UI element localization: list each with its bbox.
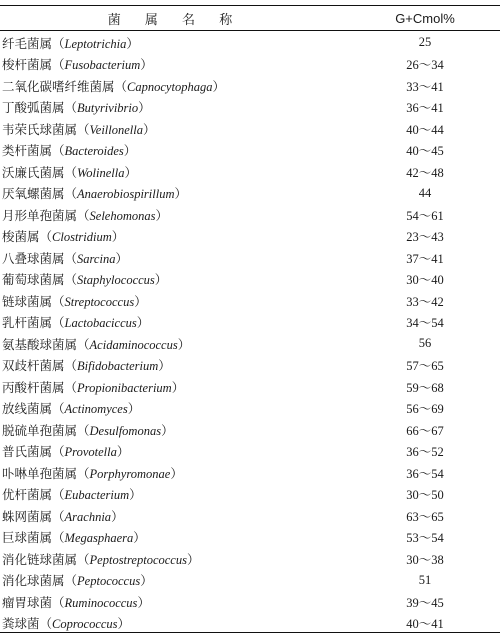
gc-value-cell: 25 [418, 35, 432, 50]
genus-name-cell: 优杆菌属（Eubacterium） [2, 487, 142, 503]
genus-name-cell: 丁酸弧菌属（Butyrivibrio） [2, 100, 151, 116]
genus-latin-name: Sarcina [77, 251, 116, 266]
table-row [0, 419, 500, 441]
gc-value-cell: 30～38 [406, 552, 444, 567]
genus-name-cell: 葡萄球菌属（Staphylococcus） [2, 272, 168, 288]
gc-value-cell: 30～40 [406, 273, 444, 288]
gc-value-cell: 36～54 [406, 466, 444, 481]
gc-value-cell: 33～41 [406, 79, 444, 94]
genus-chinese-name: 纤毛菌属 [2, 35, 53, 51]
genus-latin-name: Staphylococcus [77, 273, 155, 288]
genus-chinese-name: 放线菌属 [2, 401, 53, 417]
genus-name-cell: 韦荣氏球菌属（Veillonella） [2, 121, 156, 137]
gc-value-cell: 56～69 [406, 402, 444, 417]
genus-chinese-name: 月形单孢菌属 [2, 207, 78, 223]
table-row [0, 247, 500, 269]
table-row [0, 398, 500, 420]
genus-name-cell: 粪球菌（Coprococcus） [2, 616, 131, 632]
table-top-rule [0, 5, 500, 6]
header-gc-content: G+Cmol% [395, 10, 455, 26]
genus-latin-name: Arachnia [64, 509, 112, 524]
genus-name-cell: 梭菌属（Clostridium） [2, 229, 125, 245]
gc-value-cell: 54～61 [406, 208, 444, 223]
table-row [0, 118, 500, 140]
table-header [0, 7, 500, 29]
genus-latin-name: Megasphaera [64, 531, 134, 546]
table-header-rule [0, 30, 500, 31]
genus-name-cell: 氨基酸球菌属（Acidaminococcus） [2, 336, 191, 352]
gc-value-cell: 59～68 [406, 380, 444, 395]
gc-value-cell: 30～50 [406, 488, 444, 503]
genus-chinese-name: 沃廉氏菌属 [2, 164, 65, 180]
genus-chinese-name: 厌氧螺菌属 [2, 186, 65, 202]
table-row [0, 591, 500, 613]
table-row [0, 376, 500, 398]
gc-value-cell: 36～41 [406, 101, 444, 116]
table-row [0, 312, 500, 334]
genus-latin-name: Lactobaciccus [64, 316, 137, 331]
genus-latin-name: Peptostreptococcus [89, 552, 187, 567]
table-row [0, 140, 500, 162]
table-row [0, 355, 500, 377]
genus-chinese-name: 梭杆菌属 [2, 57, 53, 73]
genus-latin-name: Capnocytophaga [127, 79, 213, 94]
genus-latin-name: Eubacterium [64, 488, 130, 503]
table-row [0, 505, 500, 527]
header-genus-name: 菌 属 名 称 [107, 12, 243, 28]
genus-name-cell: 厌氧螺菌属（Anaerobiospirillum） [2, 186, 188, 202]
genus-chinese-name: 消化链球菌属 [2, 551, 78, 567]
genus-chinese-name: 韦荣氏球菌属 [2, 121, 78, 137]
genus-chinese-name: 巨球菌属 [2, 530, 53, 546]
gc-value-cell: 40～45 [406, 144, 444, 159]
gc-value-cell: 57～65 [406, 359, 444, 374]
gc-value-cell: 37～41 [406, 251, 444, 266]
genus-latin-name: Streptococcus [64, 294, 135, 309]
genus-latin-name: Ruminococcus [64, 595, 138, 610]
genus-chinese-name: 瘤胃球菌 [2, 594, 53, 610]
gc-value-cell: 23～43 [406, 230, 444, 245]
table-body [0, 32, 500, 634]
gc-value-cell: 33～42 [406, 294, 444, 309]
genus-latin-name: Porphyromonae [89, 466, 171, 481]
genus-name-cell: 卟啉单孢菌属（Porphyromonae） [2, 465, 183, 481]
table-row [0, 462, 500, 484]
table-row [0, 548, 500, 570]
table-row [0, 527, 500, 549]
genus-name-cell: 瘤胃球菌（Ruminococcus） [2, 594, 150, 610]
genus-latin-name: Butyrivibrio [77, 101, 139, 116]
table-row [0, 269, 500, 291]
genus-name-cell: 梭杆菌属（Fusobacterium） [2, 57, 153, 73]
genus-latin-name: Actinomyces [64, 402, 128, 417]
genus-latin-name: Clostridium [52, 230, 112, 245]
genus-name-cell: 普氏菌属（Provotella） [2, 444, 130, 460]
genus-latin-name: Anaerobiospirillum [77, 187, 175, 202]
genus-name-cell: 双歧杆菌属（Bifidobacterium） [2, 358, 171, 374]
gc-value-cell: 36～52 [406, 445, 444, 460]
table-row [0, 613, 500, 635]
gc-value-cell: 66～67 [406, 423, 444, 438]
genus-chinese-name: 二氧化碳嗜纤维菌属 [2, 78, 115, 94]
genus-chinese-name: 卟啉单孢菌属 [2, 465, 78, 481]
genus-name-cell: 八叠球菌属（Sarcina） [2, 250, 128, 266]
genus-latin-name: Peptococcus [77, 574, 141, 589]
gc-value-cell: 40～41 [406, 617, 444, 632]
genus-name-cell: 消化球菌属（Peptococcus） [2, 573, 153, 589]
genus-name-cell: 类杆菌属（Bacteroides） [2, 143, 137, 159]
genus-chinese-name: 粪球菌 [2, 616, 40, 632]
gc-value-cell: 39～45 [406, 595, 444, 610]
table-row [0, 161, 500, 183]
genus-latin-name: Leptotrichia [64, 36, 127, 51]
genus-latin-name: Fusobacterium [64, 58, 141, 73]
genus-name-cell: 脱硫单孢菌属（Desulfomonas） [2, 422, 174, 438]
gc-value-cell: 51 [418, 572, 432, 587]
genus-chinese-name: 消化球菌属 [2, 573, 65, 589]
table-row [0, 54, 500, 76]
table-row [0, 441, 500, 463]
genus-chinese-name: 优杆菌属 [2, 487, 53, 503]
genus-chinese-name: 葡萄球菌属 [2, 272, 65, 288]
genus-chinese-name: 普氏菌属 [2, 444, 53, 460]
genus-name-cell: 月形单孢菌属（Selehomonas） [2, 207, 169, 223]
genus-chinese-name: 蛛网菌属 [2, 508, 53, 524]
genus-name-cell: 巨球菌属（Megasphaera） [2, 530, 146, 546]
genus-name-cell: 沃廉氏菌属（Wolinella） [2, 164, 138, 180]
genus-chinese-name: 丙酸杆菌属 [2, 379, 65, 395]
table-row [0, 204, 500, 226]
genus-latin-name: Acidaminococcus [89, 337, 178, 352]
genus-chinese-name: 双歧杆菌属 [2, 358, 65, 374]
genus-name-cell: 乳杆菌属（Lactobaciccus） [2, 315, 150, 331]
table-row [0, 75, 500, 97]
gc-value-cell: 42～48 [406, 165, 444, 180]
genus-name-cell: 蛛网菌属（Arachnia） [2, 508, 124, 524]
genus-name-cell: 消化链球菌属（Peptostreptococcus） [2, 551, 200, 567]
gc-value-cell: 34～54 [406, 316, 444, 331]
genus-latin-name: Wolinella [77, 165, 125, 180]
table-row [0, 290, 500, 312]
gc-value-cell: 44 [418, 185, 432, 200]
gc-value-cell: 26～34 [406, 58, 444, 73]
table-row [0, 570, 500, 592]
table-row [0, 333, 500, 355]
table-row [0, 226, 500, 248]
table-row [0, 97, 500, 119]
genus-latin-name: Provotella [64, 445, 117, 460]
table-bottom-rule [0, 632, 500, 633]
genus-latin-name: Desulfomonas [89, 423, 162, 438]
genus-chinese-name: 脱硫单孢菌属 [2, 422, 78, 438]
genus-name-cell: 链球菌属（Streptococcus） [2, 293, 147, 309]
genus-name-cell: 放线菌属（Actinomyces） [2, 401, 141, 417]
genus-chinese-name: 氨基酸球菌属 [2, 336, 78, 352]
genus-chinese-name: 梭菌属 [2, 229, 40, 245]
genus-chinese-name: 链球菌属 [2, 293, 53, 309]
table-row [0, 484, 500, 506]
genus-latin-name: Bifidobacterium [77, 359, 159, 374]
gc-value-cell: 53～54 [406, 531, 444, 546]
gc-value-cell: 56 [418, 336, 432, 351]
genus-chinese-name: 乳杆菌属 [2, 315, 53, 331]
table-row [0, 32, 500, 54]
genus-latin-name: Coprococcus [52, 617, 118, 632]
table-row [0, 183, 500, 205]
genus-latin-name: Propionibacterium [77, 380, 172, 395]
genus-chinese-name: 丁酸弧菌属 [2, 100, 65, 116]
gc-value-cell: 63～65 [406, 509, 444, 524]
genus-name-cell: 二氧化碳嗜纤维菌属（Capnocytophaga） [2, 78, 225, 94]
genus-name-cell: 丙酸杆菌属（Propionibacterium） [2, 379, 185, 395]
genus-chinese-name: 八叠球菌属 [2, 250, 65, 266]
genus-latin-name: Veillonella [89, 122, 143, 137]
genus-latin-name: Bacteroides [64, 144, 124, 159]
genus-latin-name: Selehomonas [89, 208, 156, 223]
genus-chinese-name: 类杆菌属 [2, 143, 53, 159]
gc-value-cell: 40～44 [406, 122, 444, 137]
genus-name-cell: 纤毛菌属（Leptotrichia） [2, 35, 139, 51]
